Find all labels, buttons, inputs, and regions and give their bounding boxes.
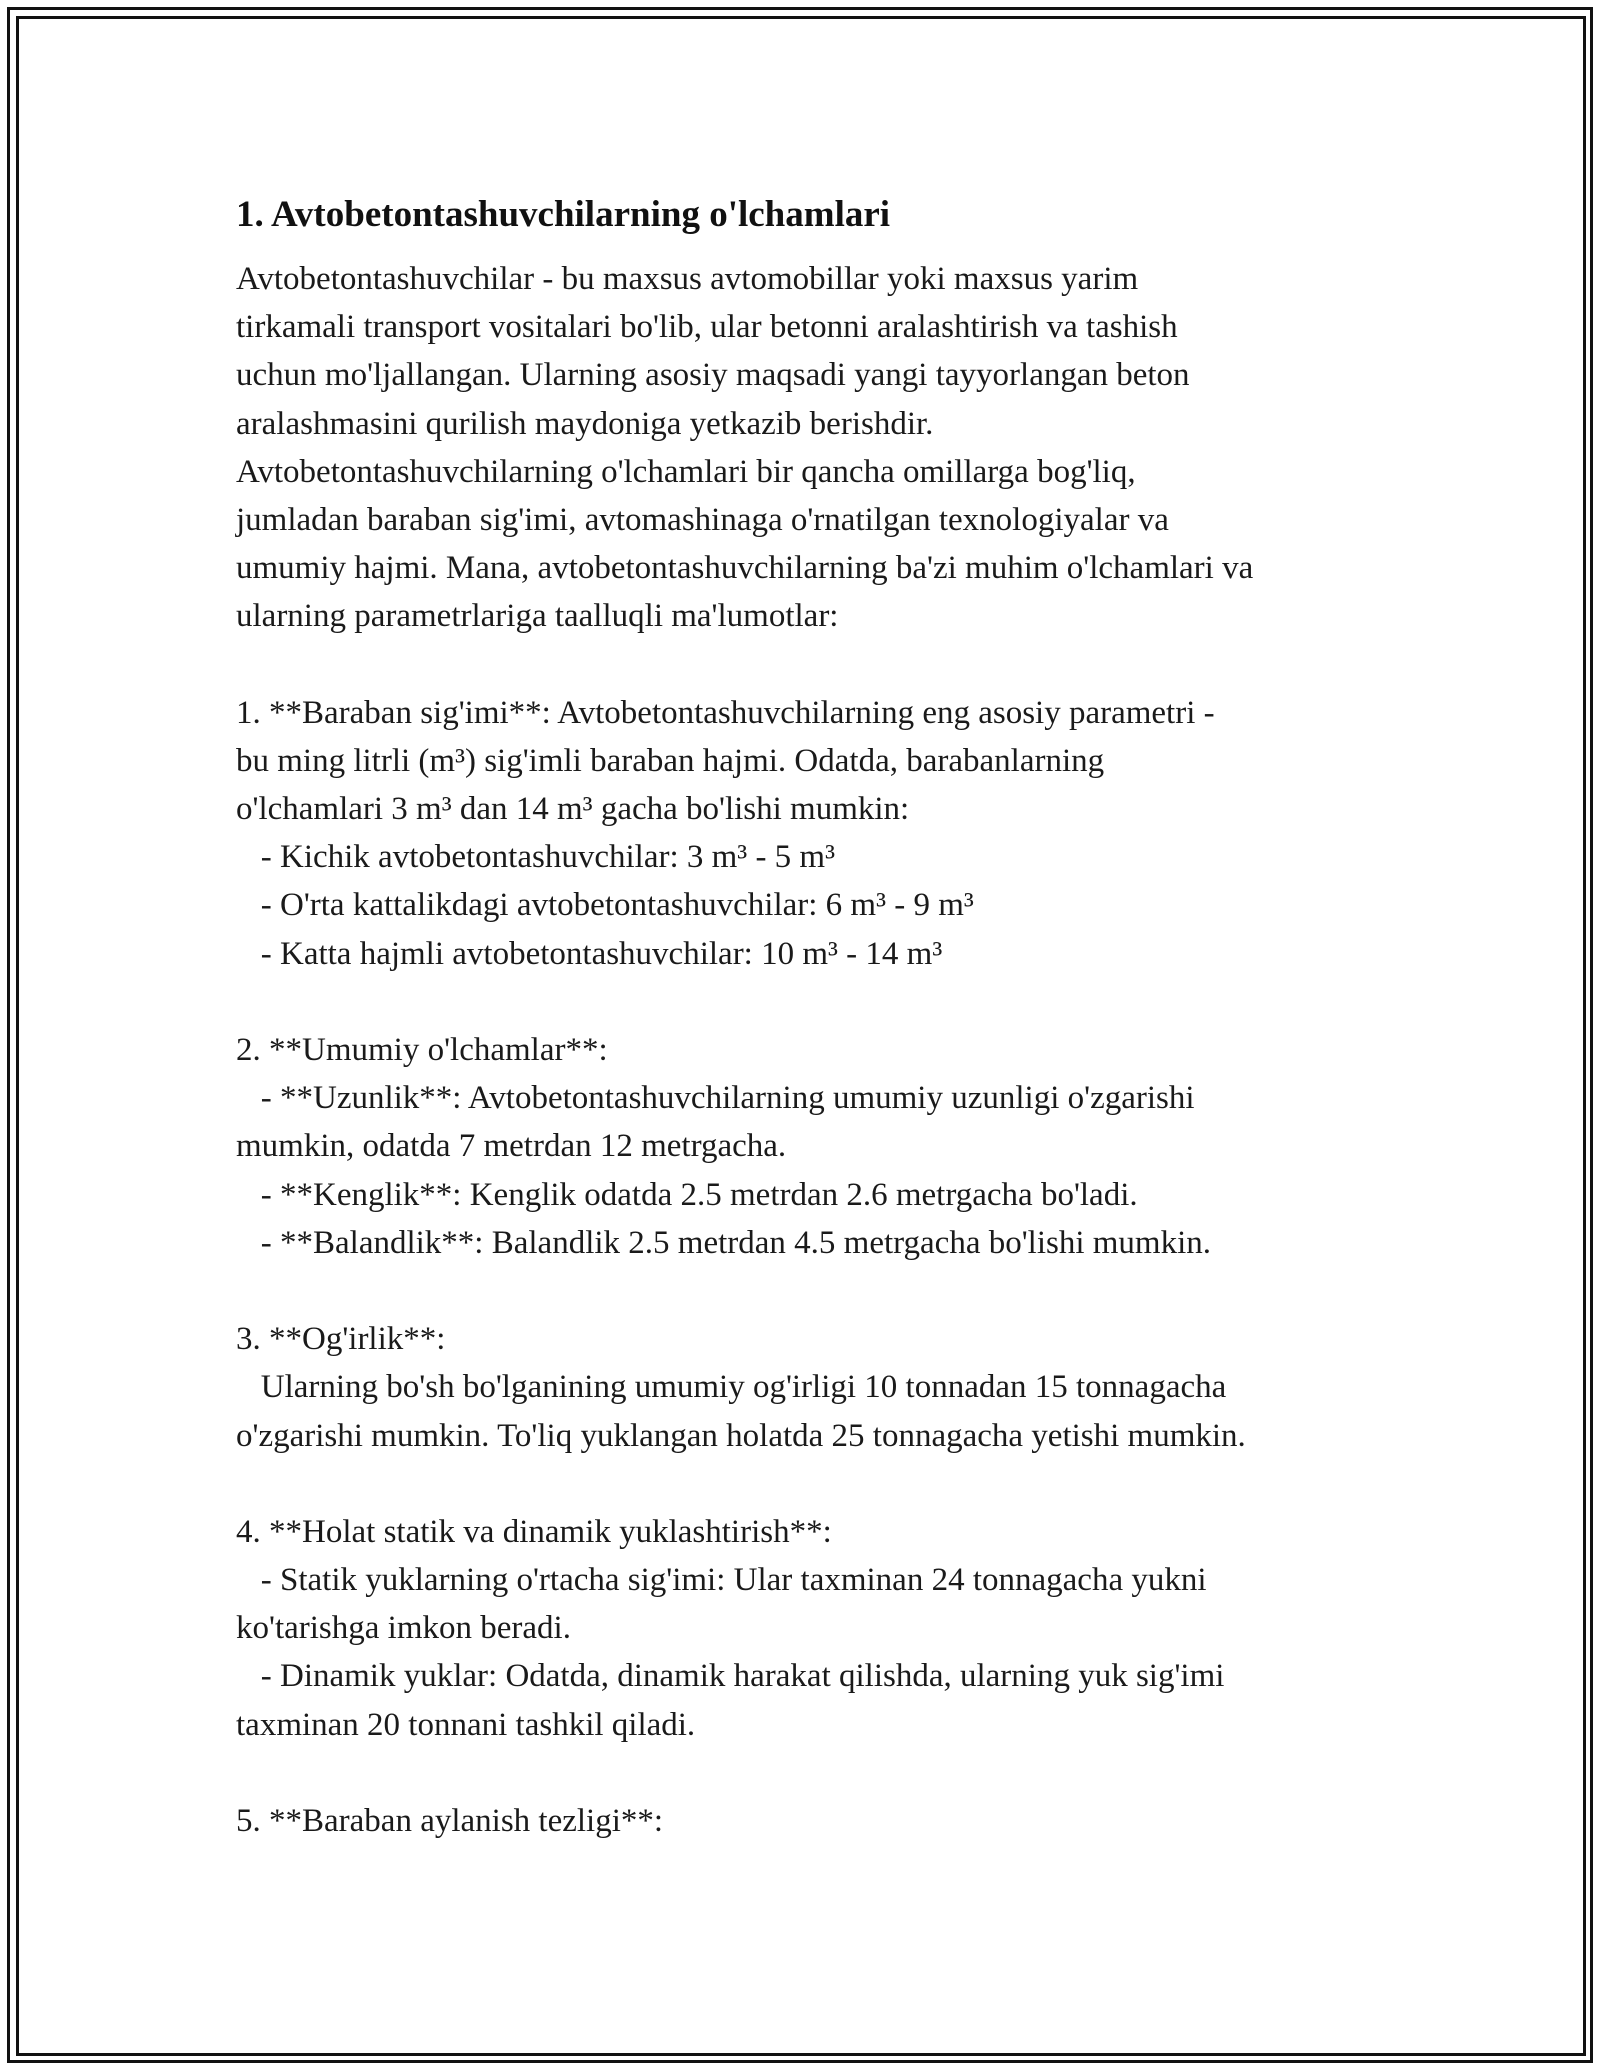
text-line: mumkin, odatda 7 metrdan 12 metrgacha. bbox=[236, 1128, 787, 1165]
text-line: Avtobetontashuvchilar - bu maxsus avtomobillar yoki maxsus yarim bbox=[236, 261, 1139, 297]
text-line: bu ming litrli (m³) sig'imli baraban hajmi. Odatda, barabanlarning bbox=[236, 742, 1105, 779]
blank-line bbox=[236, 1749, 1396, 1797]
list-item-heading: 2. **Umumiy o'lchamlar**: bbox=[236, 1032, 608, 1068]
document-body bbox=[236, 185, 1396, 1845]
document-title: 1. Avtobetontashuvchilarning o'lchamlari bbox=[236, 194, 891, 235]
text-line: aralashmasini qurilish maydoniga yetkazib berishdir. bbox=[236, 405, 934, 442]
list-item-heading: 3. **Og'irlik**: bbox=[236, 1321, 446, 1358]
text-line: Avtobetontashuvchilarning o'lchamlari bir qancha omillarga bog'liq, bbox=[236, 453, 1136, 490]
text-line: ko'tarishga imkon beradi. bbox=[236, 1610, 571, 1647]
blank-line bbox=[236, 1460, 1396, 1508]
blank-line bbox=[236, 641, 1396, 689]
sub-list-item: - Statik yuklarning o'rtacha sig'imi: Ular taxminan 24 tonnagacha yukni bbox=[236, 1562, 1207, 1599]
text-line: tirkamali transport vositalari bo'lib, ular betonni aralashtirish va tashish bbox=[236, 309, 1178, 346]
list-item-heading: 5. **Baraban aylanish tezligi**: bbox=[236, 1803, 664, 1839]
document-text bbox=[236, 255, 1396, 1845]
sub-list-item: - Katta hajmli avtobetontashuvchilar: 10 m³ - 14 m³ bbox=[236, 935, 943, 972]
text-line: umumiy hajmi. Mana, avtobetontashuvchilarning ba'zi muhim o'lchamlari va bbox=[236, 550, 1254, 587]
list-item-heading: 1. **Baraban sig'imi**: Avtobetontashuvchilarning eng asosiy parametri - bbox=[236, 694, 1215, 731]
text-line: o'zgarishi mumkin. To'liq yuklangan holatda 25 tonnagacha yetishi mumkin. bbox=[236, 1417, 1246, 1454]
list-item-heading: 4. **Holat statik va dinamik yuklashtirish**: bbox=[236, 1513, 832, 1550]
sub-list-item: - **Uzunlik**: Avtobetontashuvchilarning umumiy uzunligi o'zgarishi bbox=[236, 1080, 1195, 1117]
blank-line bbox=[236, 1267, 1396, 1315]
text-line: o'lchamlari 3 m³ dan 14 m³ gacha bo'lishi mumkin: bbox=[236, 791, 910, 828]
blank-line bbox=[236, 978, 1396, 1026]
sub-list-item: - Kichik avtobetontashuvchilar: 3 m³ - 5 m³ bbox=[236, 839, 835, 876]
sub-list-item: - **Kenglik**: Kenglik odatda 2.5 metrdan 2.6 metrgacha bo'ladi. bbox=[236, 1176, 1138, 1213]
sub-list-item: - Dinamik yuklar: Odatda, dinamik harakat qilishda, ularning yuk sig'imi bbox=[236, 1658, 1225, 1695]
sub-list-item: - O'rta kattalikdagi avtobetontashuvchilar: 6 m³ - 9 m³ bbox=[236, 887, 974, 924]
text-line: taxminan 20 tonnani tashkil qiladi. bbox=[236, 1706, 696, 1743]
text-line: jumladan baraban sig'imi, avtomashinaga o'rnatilgan texnologiyalar va bbox=[236, 501, 1169, 538]
sub-list-item: - **Balandlik**: Balandlik 2.5 metrdan 4.5 metrgacha bo'lishi mumkin. bbox=[236, 1224, 1212, 1261]
text-line: ularning parametrlariga taalluqli ma'lumotlar: bbox=[236, 598, 839, 635]
text-line: uchun mo'ljallangan. Ularning asosiy maqsadi yangi tayyorlangan beton bbox=[236, 357, 1190, 394]
text-line: Ularning bo'sh bo'lganining umumiy og'irligi 10 tonnadan 15 tonnagacha bbox=[236, 1369, 1227, 1406]
